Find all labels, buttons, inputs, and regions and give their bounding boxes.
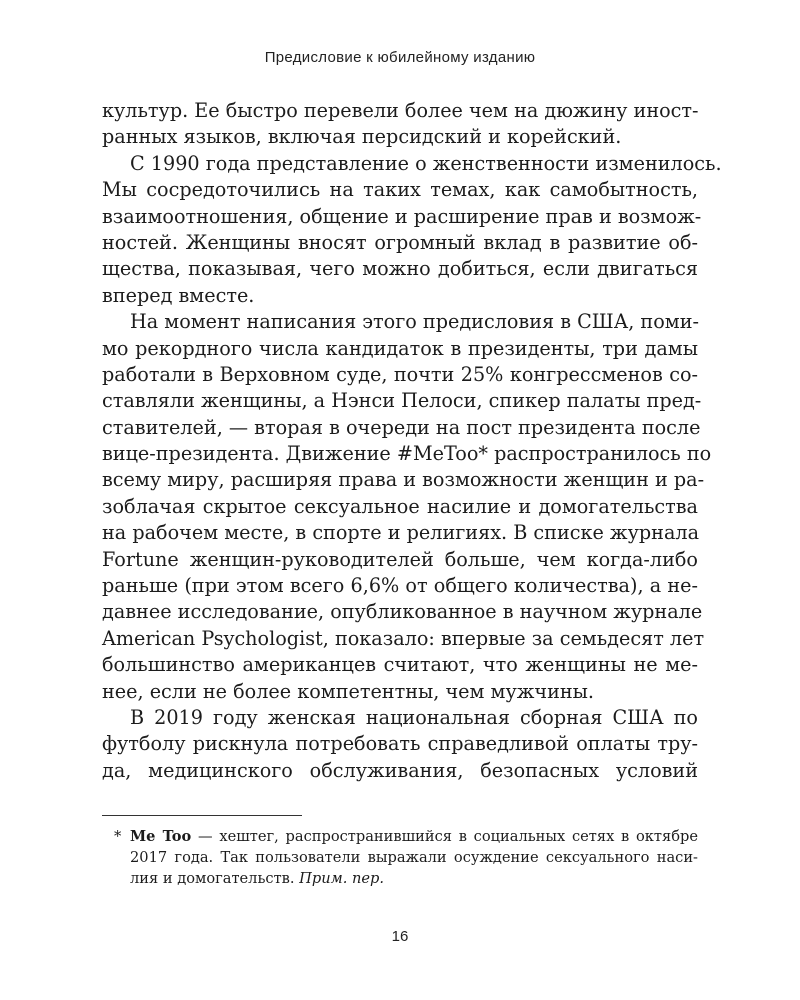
text-line: на рабочем месте, в спорте и религиях. В списке журнала — [102, 521, 700, 545]
text-line: American Psychologist, показало: впервые за семьдесят лет — [102, 626, 705, 650]
page-number: 16 — [391, 928, 409, 945]
text-line: ставителей, — вторая в очереди на пост президента после — [102, 415, 701, 439]
text-line: нее, если не более компетентны, чем мужчины. — [102, 679, 595, 703]
text-line: ранных языков, включая персидский и корейский. — [102, 125, 622, 149]
footnote-line: 2017 года. Так пользователи выражали осуждение сексуального наси- — [130, 849, 698, 866]
text-line: большинство американцев считают, что женщины не ме- — [102, 653, 698, 677]
text-line: щества, показывая, чего можно добиться, если двигаться — [102, 257, 698, 281]
text-line: работали в Верховном суде, почти 25% конгрессменов со- — [102, 362, 698, 386]
text-line: давнее исследование, опубликованное в научном журнале — [102, 600, 703, 624]
translator-note: Прим. пер. — [299, 870, 385, 887]
footnote-marker: * — [114, 828, 122, 845]
body-text — [102, 98, 722, 784]
footnote-text: — хештег, распространившийся в социальных сетях в октябре — [191, 828, 698, 845]
text-line: Мы сосредоточились на таких темах, как самобытность, — [102, 178, 698, 202]
footnote-text: лия и домогательств. — [130, 870, 300, 887]
text-line: В 2019 году женская национальная сборная США по — [130, 705, 698, 729]
text-line: ставляли женщины, а Нэнси Пелоси, спикер палаты пред- — [102, 389, 702, 413]
text-line: да, медицинского обслуживания, безопасных условий — [102, 758, 698, 782]
text-line: вице-президента. Движение #MeToo* распространилось по — [102, 442, 712, 466]
running-header: Предисловие к юбилейному изданию — [264, 49, 536, 66]
text-line: Fortune женщин-руководителей больше, чем когда-либо — [102, 547, 698, 571]
text-line: футболу рискнула потребовать справедливой оплаты тру- — [102, 732, 698, 756]
footnote-divider — [102, 815, 302, 816]
footnote-line — [102, 826, 698, 847]
text-line: взаимоотношения, общение и расширение прав и возмож- — [102, 204, 702, 228]
text-line: На момент написания этого предисловия в США, поми- — [130, 310, 699, 334]
text-line: раньше (при этом всего 6,6% от общего количества), а не- — [102, 574, 698, 598]
text-line: зоблачая скрытое сексуальное насилие и домогательства — [102, 494, 698, 518]
text-line: всему миру, расширяя права и возможности женщин и ра- — [102, 468, 705, 492]
text-line: культур. Ее быстро перевели более чем на дюжину иност- — [102, 99, 699, 122]
text-line: ностей. Женщины вносят огромный вклад в развитие об- — [102, 230, 698, 254]
footnote-term: Me Too — [130, 828, 192, 845]
text-line: С 1990 года представление о женственности изменилось. — [130, 151, 722, 175]
text-line: вперед вместе. — [102, 283, 255, 307]
footnote — [102, 826, 698, 889]
footnote-line — [102, 868, 698, 889]
text-line: мо рекордного числа кандидаток в президенты, три дамы — [102, 336, 698, 360]
